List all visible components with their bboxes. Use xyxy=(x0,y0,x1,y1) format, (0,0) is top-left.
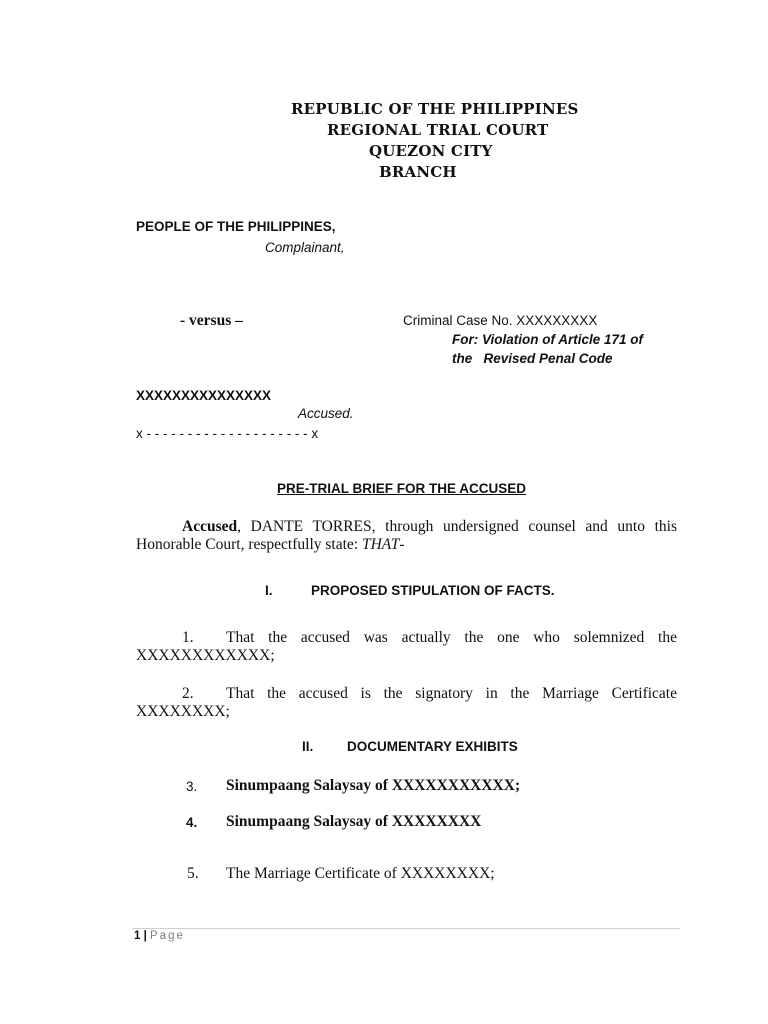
intro-paragraph xyxy=(136,518,677,554)
list-item xyxy=(136,629,677,665)
item-number: 1. xyxy=(182,629,194,646)
item-number: 3. xyxy=(186,779,198,794)
page-footer xyxy=(134,930,185,942)
caption-separator: x - - - - - - - - - - - - - - - - - - - - x xyxy=(136,426,319,441)
intro-that: THAT xyxy=(361,536,400,553)
header-line-court: REGIONAL TRIAL COURT xyxy=(327,121,549,139)
page-word: Page xyxy=(150,930,185,942)
item-text: The Marriage Certificate of XXXXXXXX; xyxy=(226,865,495,882)
section1-heading: PROPOSED STIPULATION OF FACTS. xyxy=(311,583,555,598)
case-number: Criminal Case No. XXXXXXXXX xyxy=(403,313,598,328)
item-text: Sinumpaang Salaysay of XXXXXXXX xyxy=(226,813,482,830)
page-separator: | xyxy=(140,930,151,942)
charge-line-2: the Revised Penal Code xyxy=(452,351,613,366)
accused-role: Accused. xyxy=(298,406,354,421)
charge-line-1: For: Violation of Article 171 of xyxy=(452,332,644,347)
versus-label: - versus – xyxy=(180,312,243,329)
header-line-city: QUEZON CITY xyxy=(369,142,493,160)
footer-divider xyxy=(132,928,680,929)
item-number: 2. xyxy=(182,685,194,702)
section2-heading: DOCUMENTARY EXHIBITS xyxy=(347,739,518,754)
header-line-branch: BRANCH xyxy=(379,163,457,181)
document-title: PRE-TRIAL BRIEF FOR THE ACCUSED xyxy=(277,481,527,496)
header-line-republic: REPUBLIC OF THE PHILIPPINES xyxy=(291,100,579,118)
item-number: 4. xyxy=(186,815,198,830)
section2-numeral: II. xyxy=(302,739,314,754)
intro-text: , DANTE TORRES, through undersigned counsel and unto this Honorable Court, respectfully state: xyxy=(136,518,677,553)
item-text: That the accused was actually the one who solemnized the XXXXXXXXXXXX; xyxy=(136,629,677,664)
section1-numeral: I. xyxy=(265,583,273,598)
plaintiff-role: Complainant, xyxy=(265,240,345,255)
item-text: Sinumpaang Salaysay of XXXXXXXXXXX; xyxy=(226,777,521,794)
intro-lead: Accused xyxy=(182,518,238,535)
intro-dash: - xyxy=(399,536,405,553)
item-number: 5. xyxy=(187,865,199,882)
accused-name: XXXXXXXXXXXXXXX xyxy=(136,388,272,403)
plaintiff-name: PEOPLE OF THE PHILIPPINES, xyxy=(136,219,336,234)
item-text: That the accused is the signatory in the Marriage Certificate XXXXXXXX; xyxy=(136,685,677,720)
list-item xyxy=(136,685,677,721)
page-number: 1 xyxy=(134,930,141,942)
